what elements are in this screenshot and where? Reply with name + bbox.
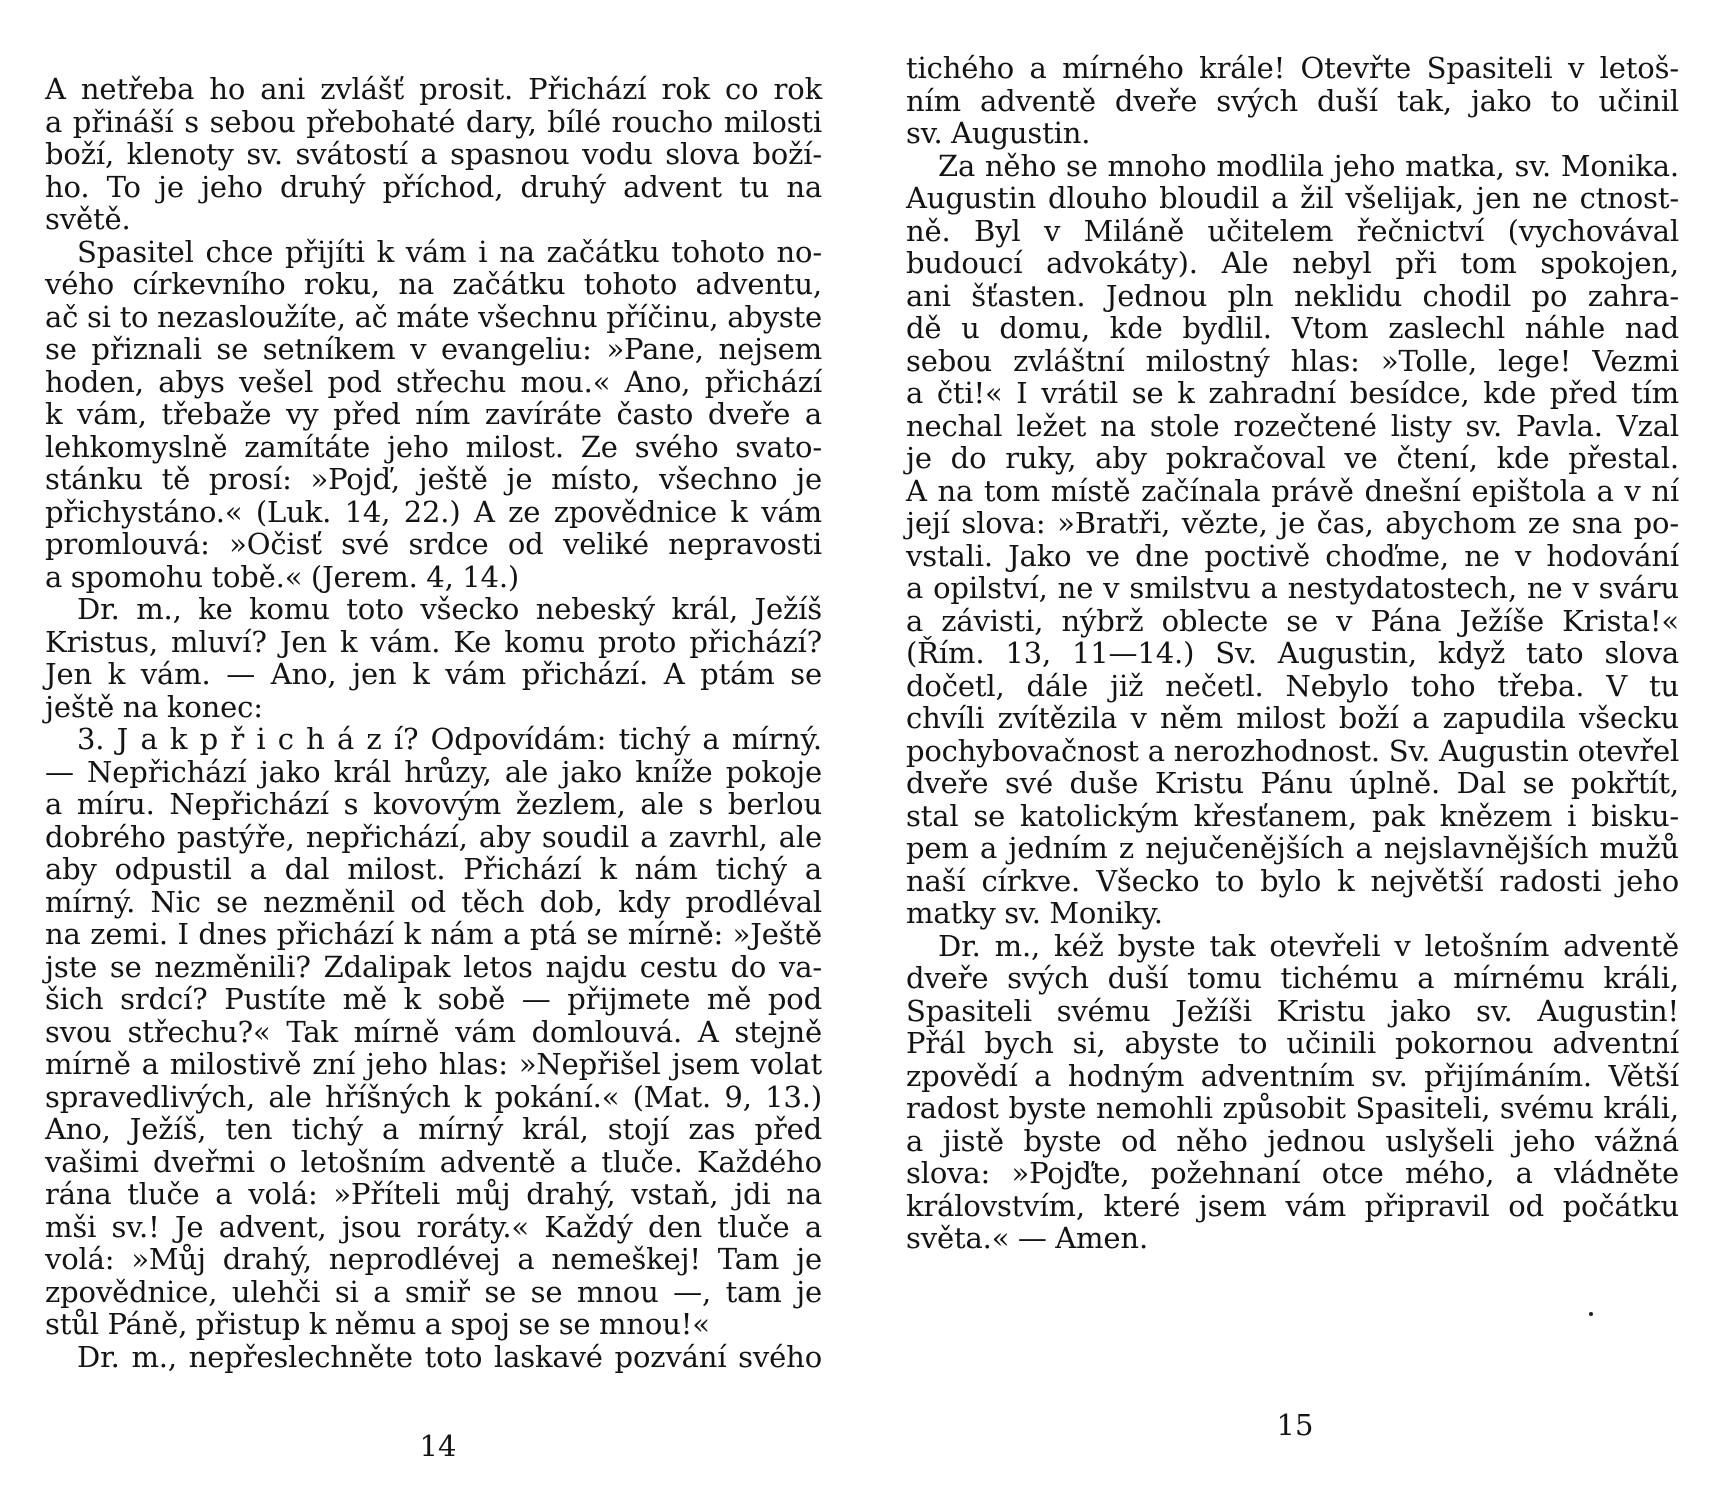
text-line: vého církevního roku, na začátku tohoto adventu, (45, 267, 822, 301)
text-line: Kristus, mluví? Jen k vám. Ke komu proto přichází? (45, 624, 822, 659)
text-line: mši sv.! Je advent, jsou roráty.« Každý den tluče a (45, 1209, 822, 1244)
text-line: šich srdcí? Pustíte mě k sobě — přijmete mě pod (45, 982, 822, 1016)
text-line: A na tom místě začínala právě dnešní epištola a v ní (906, 473, 1679, 508)
page-number-left: 14 (419, 1429, 457, 1463)
text-line: ještě na konec: (45, 689, 263, 724)
text-line: budoucí advokáty). Ale nebyl při tom spokojen, (906, 246, 1679, 280)
text-line: stůl Páně, přistup k němu a spoj se se mnou!« (45, 1307, 710, 1341)
text-line: 3. J a k p ř i c h á z í? Odpovídám: tichý a mírný. (77, 722, 822, 756)
text-line: se přiznali se setníkem v evangeliu: »Pane, nejsem (45, 332, 822, 366)
text-line: mírný. Nic se nezměnil od těch dob, kdy prodléval (45, 884, 822, 919)
text-line: vašimi dveřmi o letošním adventě a tluče. Každého (45, 1144, 822, 1179)
text-line: ně. Byl v Miláně učitelem řečnictví (vychovával (906, 213, 1679, 248)
text-line: pochybovačnost a nerozhodnost. Sv. Augustin otevřel (906, 733, 1679, 768)
text-line: zpovědí a hodným adventním sv. přijímáním. Větší (906, 1058, 1679, 1093)
text-line: na zemi. I dnes přichází k nám a ptá se mírně: »Ještě (45, 917, 822, 951)
text-line: Dr. m., nepřeslechněte toto laskavé pozvání svého (77, 1339, 822, 1374)
text-line: královstvím, které jsem vám připravil od počátku (906, 1188, 1679, 1223)
text-line: stal se katolickým křesťanem, pak knězem i bisku- (906, 798, 1679, 833)
text-line: Augustin dlouho bloudil a žil všelijak, jen ne ctnost- (906, 181, 1679, 215)
text-line: A netřeba ho ani zvlášť prosit. Přichází rok co rok (45, 72, 822, 106)
text-line: ním adventě dveře svých duší tak, jako to učinil (906, 83, 1679, 118)
text-line: nechal ležet na stole rozečtené listy sv. Pavla. Vzal (906, 408, 1679, 443)
text-line: dě u domu, kde bydlil. Vtom zaslechl náhle nad (906, 311, 1679, 345)
text-line: ač si to nezasloužíte, ač máte všechnu příčinu, abyste (45, 299, 822, 334)
text-line: matky sv. Moniky. (906, 896, 1163, 930)
text-line: přichystáno.« (Luk. 14, 22.) A ze zpovědnice k vám (45, 494, 822, 529)
text-line: a spomohu tobě.« (Jerem. 4, 14.) (45, 559, 520, 594)
text-line: vstali. Jako ve dne poctivě choďme, ne v hodování (906, 538, 1679, 573)
text-line: spravedlivých, ale hříšných k pokání.« (Mat. 9, 13.) (45, 1079, 822, 1114)
text-line: mírně a milostivě zní jeho hlas: »Nepřišel jsem volat (45, 1047, 822, 1081)
text-line: boží, klenoty sv. svátostí a spasnou vodu slova boží- (45, 137, 822, 171)
text-line: sv. Augustin. (906, 116, 1091, 150)
text-line: zpovědnice, ulehči si a smiř se se mnou —, tam je (45, 1274, 822, 1309)
text-line: volá: »Můj drahý, neprodlévej a nemeškej! Tam je (45, 1242, 822, 1276)
text-line: Spasiteli svému Ježíši Kristu jako sv. Augustin! (906, 993, 1679, 1028)
text-line: Jen k vám. — Ano, jen k vám přichází. A ptám se (45, 657, 822, 691)
text-line: chvíli zvítězila v něm milost boží a zapudila všecku (906, 701, 1679, 735)
text-line: Za něho se mnoho modlila jeho matka, sv. Monika. (938, 148, 1679, 183)
text-line: Dr. m., kéž byste tak otevřeli v letošním adventě (938, 928, 1679, 963)
text-line: dočetl, dále již nečetl. Nebylo toho třeba. V tu (906, 668, 1679, 703)
text-line: její slova: »Bratři, vězte, je čas, abychom ze sna po- (906, 506, 1679, 540)
text-line: světě. (45, 202, 131, 236)
text-line: jste se nezměnili? Zdalipak letos najdu cestu do va- (45, 949, 822, 984)
text-line: Přál bych si, abyste to učinili pokornou adventní (906, 1026, 1679, 1060)
text-line: a přináší s sebou přebohaté dary, bílé roucho milosti (45, 104, 822, 139)
text-line: naší církve. Všecko to bylo k největší radosti jeho (906, 863, 1679, 898)
text-line: Ano, Ježíš, ten tichý a mírný král, stojí zas před (45, 1112, 822, 1146)
text-line: rána tluče a volá: »Příteli můj drahý, vstaň, jdi na (45, 1177, 822, 1211)
text-line: a míru. Nepřichází s kovovým žezlem, ale s berlou (45, 787, 822, 821)
text-line: slova: »Pojďte, požehnaní otce mého, a vládněte (906, 1156, 1679, 1190)
text-line: a jistě byste od něho jednou uslyšeli jeho vážná (906, 1123, 1679, 1158)
text-line: lehkomyslně zamítáte jeho milost. Ze svého svato- (45, 429, 822, 464)
text-line: svou střechu?« Tak mírně vám domlouvá. A stejně (45, 1014, 822, 1049)
text-line: dobrého pastýře, nepřichází, aby soudil a zavrhl, ale (45, 819, 822, 854)
text-line: ho. To je jeho druhý příchod, druhý advent tu na (45, 169, 822, 204)
text-line: Dr. m., ke komu toto všecko nebeský král, Ježíš (77, 592, 822, 626)
text-line: světa.« — Amen. (906, 1221, 1149, 1255)
text-line: dveře své duše Kristu Pánu úplně. Dal se pokřtít, (906, 766, 1679, 800)
text-line: pem a jedním z nejučenějších a nejslavnějších mužů (906, 831, 1679, 865)
text-line: a opilství, ne v smilstvu a nestydatostech, ne v sváru (906, 571, 1679, 605)
text-line: sebou zvláštní milostný hlas: »Tolle, lege! Vezmi (906, 343, 1679, 378)
text-line: Spasitel chce přijíti k vám i na začátku tohoto no- (77, 234, 822, 269)
text-line: k vám, třebaže vy před ním zavíráte často dveře a (45, 397, 822, 431)
text-line: promlouvá: »Očisť své srdce od veliké nepravosti (45, 527, 822, 561)
page-number-right: 15 (1276, 1408, 1314, 1442)
ink-speck (1589, 1312, 1593, 1316)
text-line: tichého a mírného krále! Otevřte Spasiteli v letoš- (906, 51, 1679, 85)
text-line: radost byste nemohli způsobit Spasiteli, svému králi, (906, 1091, 1679, 1125)
text-line: a čti!« I vrátil se k zahradní besídce, kde před tím (906, 376, 1679, 410)
text-line: hoden, abys vešel pod střechu mou.« Ano, přichází (45, 364, 822, 399)
text-line: je do ruky, aby pokračoval ve čtení, kde přestal. (906, 441, 1679, 475)
text-line: aby odpustil a dal milost. Přichází k nám tichý a (45, 852, 822, 886)
page-left-text (45, 73, 822, 1373)
text-line: dveře svých duší tomu tichému a mírnému králi, (906, 961, 1679, 995)
text-line: ani šťasten. Jednou pln neklidu chodil po zahra- (906, 278, 1679, 313)
page-right-text (906, 52, 1679, 1255)
text-line: — Nepřichází jako král hrůzy, ale jako kníže pokoje (45, 754, 822, 789)
text-line: (Řím. 13, 11—14.) Sv. Augustin, když tato slova (906, 636, 1679, 670)
text-line: a závisti, nýbrž oblecte se v Pána Ježíše Krista!« (906, 603, 1679, 638)
text-line: stánku tě prosí: »Pojď, ještě je místo, všechno je (45, 462, 822, 496)
